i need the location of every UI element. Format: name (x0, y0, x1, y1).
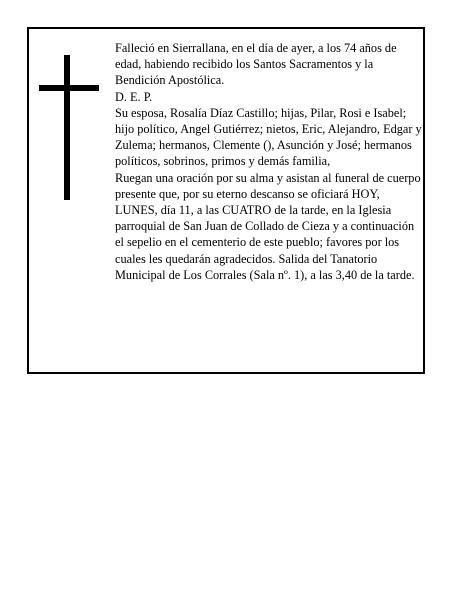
obituary-text (115, 40, 423, 283)
death-announcement: Falleció en Sierrallana, en el día de ayer, a los 74 años de edad, habiendo recibido los Santos Sacramentos y la Bendición Apostólica. (115, 41, 397, 88)
rip-line: D. E. P. (115, 89, 153, 104)
funeral-details: Ruegan una oración por su alma y asistan al funeral de cuerpo presente que, por su eterno descanso se oficiará HOY, LUNES, día 11, a las CUATRO de la tarde, en la Iglesia parroquial de San Juan de Collado de Cieza y a continuación el sepelio en el cementerio de este pueblo; favores por los cuales les quedarán agradecidos. Salida del Tanatorio Municipal de Los Corrales (Sala nº. 1), a las 3,40 de la tarde. (115, 170, 421, 282)
family-list: Su esposa, Rosalía Díaz Castillo; hijas, Pilar, Rosi e Isabel; hijo político, Angel Gutiérrez; nietos, Eric, Alejandro, Edgar y Zulema; hermanos, Clemente (), Asunción y José; hermanos políticos, sobrinos, primos y demás familia, (115, 105, 422, 169)
cross-icon (39, 55, 99, 200)
obituary-notice (27, 27, 425, 374)
cross-vertical-bar (64, 55, 70, 200)
cross-horizontal-bar (39, 85, 99, 91)
